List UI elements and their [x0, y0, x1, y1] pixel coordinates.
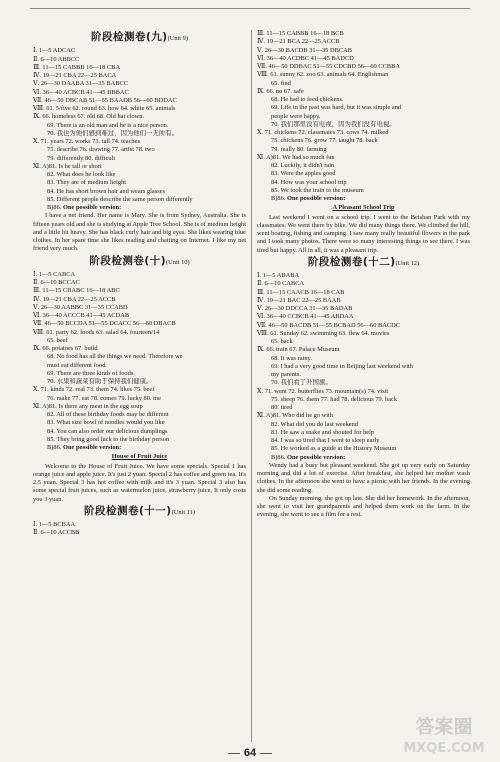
answer-line	[257, 313, 470, 321]
answer-line	[33, 419, 246, 427]
answer-text: 83. Were the apples good	[271, 170, 336, 178]
answer-text: Ⅳ. 19—21 CBA 22—25 BACA	[33, 72, 117, 79]
answer-text: 75. describe 76. drawing 77. artist 78. two	[47, 146, 155, 154]
answer-text: Ⅱ. 6—10 CABCA	[257, 280, 305, 288]
answer-text: Ⅲ. 11—15 CBABC 16—18 ABC	[33, 287, 120, 295]
answer-text: Ⅲ. 11—15 CABBB 16—18 BCB	[257, 30, 344, 37]
answer-line	[257, 305, 470, 313]
answer-line	[33, 444, 246, 452]
answer-text: Ⅴ. 26—30 DAABA 31—35 BABCC	[33, 80, 128, 88]
left-column	[33, 30, 246, 745]
answer-text: Ⅺ. A)81. We had so much fun	[257, 153, 335, 161]
answer-text: Ⅴ. 26—30 BACDB 31—35 DBCAB	[257, 46, 352, 54]
page-number: 64	[0, 747, 500, 759]
version-label: One possible version:	[63, 444, 122, 451]
answer-text: 84. How was your school trip	[271, 178, 347, 186]
answer-text: Ⅷ. 61. 5/five 62. round 63. how 64. white 65. animals	[33, 105, 176, 112]
answer-line	[257, 170, 470, 178]
answer-line	[257, 272, 470, 280]
answer-line	[257, 346, 470, 354]
answer-text: must eat different food.	[47, 361, 107, 369]
answer-line	[257, 80, 470, 88]
answer-text: 68. He had to feed chickens.	[271, 96, 344, 103]
answer-line	[33, 287, 246, 295]
answer-line	[33, 329, 246, 337]
answer-text: 85. We took the train to the museum	[271, 186, 364, 194]
answer-text: my parents.	[271, 371, 301, 378]
answer-line	[257, 137, 470, 145]
answer-text: Ⅶ. 46—50 DDBAC 51—55 CDCBD 56—60 CCBBA	[257, 63, 400, 70]
answer-text: 70. 我们看了升国旗。	[271, 379, 332, 387]
essay-paragraph: Welcome to the House of Fruit Juice. We have some specials. Special 1 has orange juice and apple juice. It's just 2 yuan. Special 2 has coffee and green tea. It's 2.5 yuan. Special 3 has hot coffee with milk and it's 3 yuan. Special 3 also has some special fruit juices, such as watermelon juice, strawberry juice, It only costs you 3 yuan.	[33, 462, 246, 503]
answer-line	[257, 162, 470, 170]
section-title: 阶段检测卷(十一)	[84, 504, 172, 517]
answer-line	[33, 204, 246, 212]
essay-paragraph: Wendy had a busy but pleasant weekend. She got up very early on Saturday morning and did a lot of exercise. After breakfast, she helped her mother wash clothes. In the afternoon she went to have a picnic with her friends. In the evening she did some reading.	[257, 461, 470, 494]
section-heading	[257, 255, 470, 268]
answer-text: Ⅰ. 1—5 ADCAC	[33, 47, 76, 55]
answer-text: B)86.	[271, 453, 286, 461]
essay-title: House of Fruit Juice	[111, 453, 168, 461]
answer-line	[257, 104, 470, 112]
answer-line	[33, 378, 246, 386]
answer-line	[257, 338, 470, 346]
answer-line	[33, 72, 246, 80]
version-label: One possible version:	[63, 204, 122, 211]
answer-text: Ⅵ. 36—40 ACCCB 41—45 ACDAB	[33, 312, 130, 319]
answer-line	[33, 163, 246, 171]
answer-line	[257, 445, 470, 453]
answer-line	[257, 437, 470, 445]
section-unit: (Unit 12)	[395, 259, 420, 267]
answer-line	[33, 105, 246, 113]
answer-line	[33, 179, 246, 187]
answer-text: Ⅶ. 46—50 BCCDA 51—55 DCACC 56—60 DBACB	[33, 320, 176, 328]
answer-line	[257, 297, 470, 305]
answer-text: Ⅱ. 6—10 ABBCC	[33, 55, 80, 63]
answer-line	[33, 337, 246, 345]
section-title: 阶段检测卷(九)	[90, 31, 168, 43]
answer-text: B)86.	[47, 444, 62, 451]
answer-line	[257, 280, 470, 288]
answer-text: Ⅴ. 26—30 AABBC 31—35 CCABD	[33, 303, 128, 311]
answer-text: 84. He has short brown hair and wears glasses	[47, 187, 166, 195]
answer-line	[257, 388, 470, 396]
answer-text: people were happy.	[271, 112, 321, 120]
answer-line	[257, 322, 470, 330]
answer-text: 85. Different people describe the same person differently	[47, 195, 193, 203]
answer-text: Ⅹ. 71. went 72. butterflies 73. mountain(s) 74. visit	[257, 387, 389, 395]
answer-text: B)86.	[271, 195, 286, 202]
answer-line	[33, 146, 246, 154]
answer-line	[257, 63, 470, 71]
version-label: One possible version:	[287, 453, 346, 461]
answer-text: Ⅲ. 11—15 CAACB 16—18 CAB	[257, 288, 345, 296]
answer-text: Ⅷ. 61. party 62. foods 63. salad 64. fourteen/14	[33, 328, 160, 336]
answer-line	[33, 353, 246, 361]
answer-line	[257, 96, 470, 104]
answer-line	[257, 38, 470, 46]
answer-text: 65. beef	[47, 336, 68, 344]
answer-line	[33, 155, 246, 163]
answer-line	[33, 122, 246, 130]
answer-text: Ⅸ. 66. potatoes 67. build	[33, 345, 98, 352]
answer-line	[33, 80, 246, 88]
answer-line	[33, 196, 246, 204]
answer-text: 69. There is an old man and he is a nice person.	[47, 121, 169, 129]
answer-text: Ⅲ. 11—15 CABBB 16—18 CBA	[33, 63, 121, 71]
answer-line	[257, 179, 470, 187]
answer-text: Ⅶ. 46—50 DBCAB 51—55 BAADB 56—60 BDDAC	[33, 96, 177, 104]
answer-text: Ⅸ. 66. homeless 67. old 68. Old hat clown.	[33, 113, 145, 121]
answer-text: 80. tired	[271, 404, 293, 411]
answer-text: 69. There are three kinds of foods.	[47, 369, 135, 377]
answer-line	[257, 121, 470, 129]
answer-line	[33, 113, 246, 121]
section-unit: (Unit 10)	[166, 258, 190, 266]
answer-text: Ⅳ. 19—21 CBA 22—25 ACCB	[33, 295, 116, 303]
answer-line	[257, 396, 470, 404]
answer-text: 84. You can also order our delicious dumplings	[47, 427, 168, 435]
answer-line	[257, 71, 470, 79]
answer-text: 69. I had a very good time in Beijing last weekend with	[271, 362, 413, 370]
answer-line	[33, 130, 246, 138]
answer-text: 68. It was rainy.	[271, 354, 312, 362]
answer-line	[257, 371, 470, 379]
answer-text: 65. find	[271, 79, 291, 87]
answer-text: 82. What did you do last weekend	[271, 420, 359, 428]
answer-line	[257, 146, 470, 154]
answer-line	[33, 403, 246, 411]
answer-line	[257, 30, 470, 38]
answer-line	[33, 362, 246, 370]
answer-line	[33, 436, 246, 444]
answer-line	[33, 411, 246, 419]
answer-text: Ⅷ. 61. Sunday 62. swimming 63. flew 64. movies	[257, 329, 390, 337]
answer-text: 85. They bring good luck to the birthday person	[47, 435, 170, 443]
answer-text: Ⅱ. 6—10 ACCBB	[33, 529, 80, 537]
answer-line	[257, 195, 470, 203]
watermark-logo	[390, 712, 498, 758]
answer-line	[257, 429, 470, 437]
answer-line	[33, 304, 246, 312]
answer-line	[33, 89, 246, 97]
answer-line	[33, 521, 246, 529]
answer-line	[33, 138, 246, 146]
answer-text: 83. They are of medium height	[47, 179, 127, 187]
answer-line	[33, 370, 246, 378]
answer-text: Ⅺ. A)81. Is there any meat in the egg soup	[33, 402, 143, 410]
answer-text: 70. 我也为他们感到难过，因为他们一无所有。	[47, 129, 179, 137]
answer-line	[33, 395, 246, 403]
answer-line	[33, 188, 246, 196]
answer-line	[33, 279, 246, 287]
answer-line	[33, 345, 246, 353]
section-heading	[33, 504, 246, 517]
answer-text: 84. I was so tired that I went to sleep early	[271, 437, 380, 444]
answer-text: B)86.	[47, 204, 62, 211]
answer-line	[257, 187, 470, 195]
answer-line	[33, 271, 246, 279]
answer-text: 75. chickens 76. grow 77. taught 78. back	[271, 137, 378, 145]
answer-line	[33, 428, 246, 436]
answer-text: 82. What does he look like	[47, 171, 116, 178]
answer-line	[257, 47, 470, 55]
answer-line	[33, 47, 246, 55]
answer-text: 79. differently 80. difficult	[47, 154, 116, 162]
right-column	[257, 30, 473, 745]
answer-line	[33, 529, 246, 537]
answer-line	[257, 412, 470, 420]
answer-line	[33, 64, 246, 72]
answer-text: Ⅸ. 66. no 67. safe	[257, 87, 304, 95]
answer-text: Ⅵ. 36—40 ACDBC 41—45 BADCD	[257, 54, 354, 62]
answer-text: Ⅰ. 1—5 ABABA	[257, 272, 300, 279]
answer-line	[257, 404, 470, 412]
answer-text: 69. Life in the past was hard, but it was simple and	[271, 104, 402, 112]
answer-line	[33, 56, 246, 64]
answer-text: 82. All of these birthday foods may be different	[47, 411, 169, 418]
answer-line	[257, 113, 470, 121]
answer-line	[33, 296, 246, 304]
section-heading	[33, 254, 246, 267]
essay-paragraph: I have a net friend. Her name is Mary. She is from Sydney, Australia. She is fifteen years old and she is studying at Apple Tree School. She is of medium height and a little bit heavy. She has black curly hair and big eyes. She likes wearing blue clothes. In her spare time she likes reading and chatting on Internet. I like my net friend very much.	[33, 212, 246, 253]
answer-text: Ⅺ. A)81. Is he tall or short	[33, 162, 102, 170]
answer-text: 82. Luckily, it didn't rain	[271, 162, 335, 169]
answer-line	[257, 129, 470, 137]
answer-text: Ⅺ. A)81. Who did he go with	[257, 412, 334, 420]
essay-title: A Pleasant School Trip	[332, 204, 395, 212]
answer-line	[257, 363, 470, 371]
column-divider	[251, 30, 252, 742]
answer-line	[257, 355, 470, 363]
top-rule	[30, 8, 470, 9]
answer-line	[257, 289, 470, 297]
answer-text: 83. He saw a snake and shouted for help	[271, 428, 375, 436]
answer-text: Ⅹ. 71. chickens 72. classmates 73. cows 74. milked	[257, 129, 389, 136]
answer-text: Ⅱ. 6—10 BCCAC	[33, 279, 80, 286]
answer-text: Ⅵ. 36—40 CCBCB 41—45 ABDAA	[257, 313, 354, 321]
answer-text: Ⅳ. 19—21 BCA 22—25 ACCB	[257, 38, 340, 46]
answer-line	[33, 312, 246, 320]
section-unit: (Unit 11)	[171, 508, 195, 516]
answer-line	[33, 386, 246, 394]
answer-text: 65. back	[271, 338, 293, 345]
answer-line	[257, 154, 470, 162]
answer-line	[257, 379, 470, 387]
answer-text: Ⅴ. 26—30 DDCCA 31—35 BADAB	[257, 305, 353, 312]
answer-line	[33, 320, 246, 328]
answer-text: Ⅵ. 36—40 ACBCB 41—45 BBBAC	[33, 88, 129, 96]
essay-paragraph: On Sunday morning, she got up late. She did her homework. In the afternoon, she went to visit her grandparents and helped them work on the farm. In the evening, she went to see a film for a rest.	[257, 494, 470, 519]
answer-text: 79. really 80. farming	[271, 145, 327, 153]
section-heading	[33, 33, 246, 43]
answer-text: 85. He worked as a guide at the History Museum	[271, 445, 397, 453]
answer-line	[257, 454, 470, 462]
answer-line	[257, 421, 470, 429]
section-title: 阶段检测卷(十)	[89, 254, 166, 267]
answer-text: Ⅳ. 19—21 BAC 22—25 BAAB	[257, 296, 341, 304]
svg-text:MXQE.COM: MXQE.COM	[403, 741, 485, 756]
answer-text: Ⅹ. 71. kinds 72. real 73. them 74. likes 75. beef	[33, 386, 155, 394]
section-title: 阶段检测卷(十二)	[307, 255, 396, 268]
version-label: One possible version:	[287, 195, 346, 202]
section-unit: (Unit 9)	[167, 35, 189, 42]
answer-line	[257, 330, 470, 338]
answer-text: 76. make 77. eat 78. comes 79. lucky 80. me	[47, 394, 161, 402]
answer-text: Ⅷ. 61. sunny 62. zoo 63. animals 64. Englishman	[257, 71, 389, 79]
answer-text: 75. sheep 76. them 77. had 78. delicious 79. back	[271, 395, 398, 403]
answer-text: 83. What size bowl of noodles would you like	[47, 419, 165, 427]
answer-line	[33, 171, 246, 179]
answer-text: Ⅶ. 46—50 BACDB 51—55 BCBAD 56—60 BACDC	[257, 321, 400, 329]
answer-text: Ⅸ. 66. train 67. Palace Museum	[257, 346, 340, 354]
svg-text:答案圈: 答案圈	[415, 716, 473, 738]
answer-text: Ⅰ. 1—5 BCBAA	[33, 521, 76, 528]
answer-text: Ⅰ. 1—5 CABCA	[33, 270, 76, 278]
answer-text: Ⅹ. 71. years 72. works 73. tall 74. teaches	[33, 138, 140, 145]
answer-text: 68. No food has all the things we need. Therefore we	[47, 353, 183, 361]
essay-paragraph: Last weekend I went on a school trip. I went to the Beishan Park with my classmates. We went there by bike. We did many things there. We climbed the hill, went boating, fishing and camping. I saw many really beautiful flowers in the park and I took many photos. There were so many interesting things to see there. I was tired but happy. All in all, it was a pleasant trip.	[257, 213, 470, 254]
answer-line	[33, 97, 246, 105]
answer-text: 70. 水果和蔬菜有助于保持我们健康。	[47, 378, 153, 385]
answer-line	[257, 88, 470, 96]
answer-line	[257, 55, 470, 63]
answer-text: 70. 我们那里没有电视，因为我们没有电视。	[271, 120, 396, 128]
